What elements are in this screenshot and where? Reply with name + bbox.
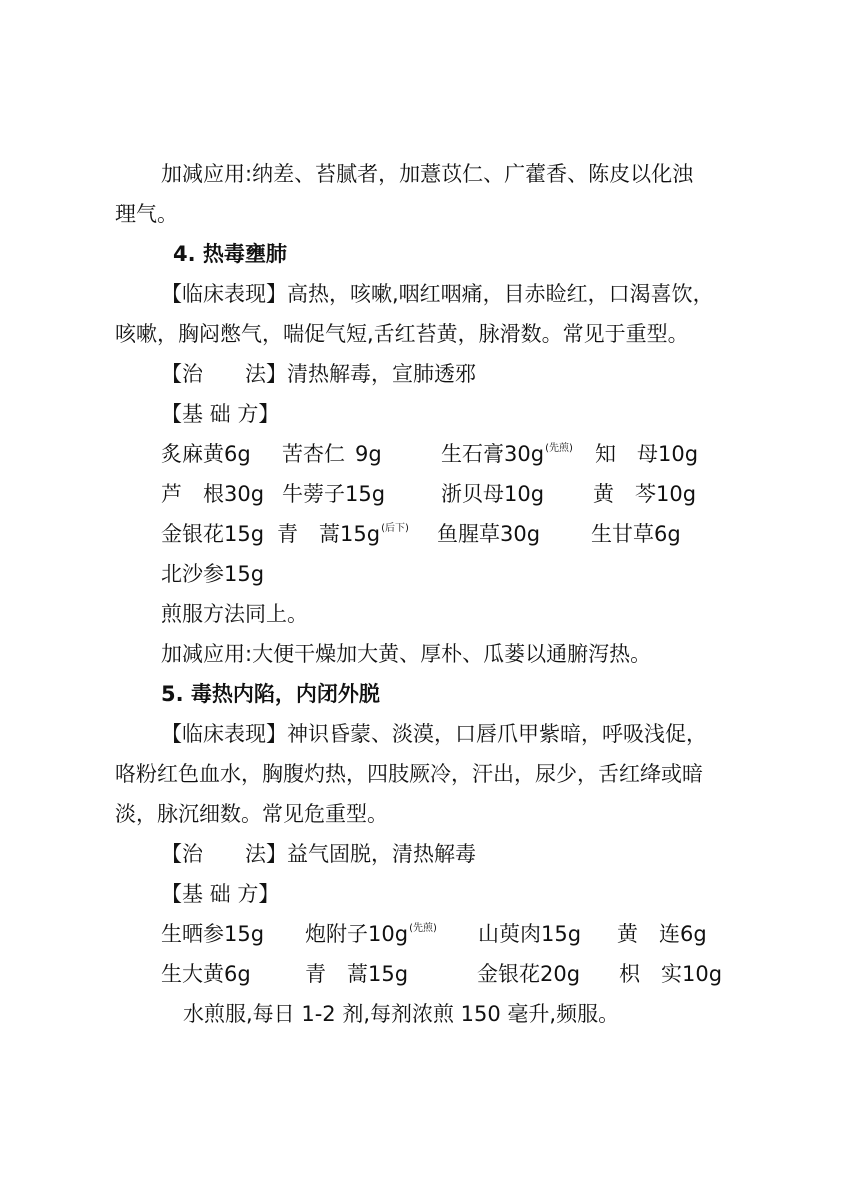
herb-name: 生甘草	[591, 522, 654, 546]
herb-dose: 10g	[504, 482, 545, 506]
section-heading: 5. 毒热内陷，内闭外脱	[161, 682, 380, 706]
herb-note: (先煎)	[545, 443, 573, 454]
clinical-line: 【临床表现】神识昏蒙、淡漠，口唇爪甲紫暗，呼吸浅促，	[161, 722, 707, 746]
herb-dose: 9g	[355, 442, 382, 466]
treatment-method: 【治 法】益气固脱，清热解毒	[161, 842, 476, 866]
herb-name: 山萸肉	[478, 922, 541, 946]
herb-name: 芦 根	[161, 482, 224, 506]
herb-name: 金银花	[477, 962, 540, 986]
herb-dose: 15g	[224, 922, 265, 946]
herb-item	[591, 520, 681, 548]
herb-dose: 6g	[654, 522, 681, 546]
herb-item	[161, 960, 251, 988]
herb-dose: 15g	[224, 522, 265, 546]
herb-item	[477, 960, 580, 988]
clinical-line: 咯粉红色血水，胸腹灼热，四肢厥冷，汗出，尿少，舌红绛或暗	[115, 762, 703, 786]
clinical-line: 【临床表现】高热，咳嗽,咽红咽痛，目赤睑红，口渴喜饮，	[161, 282, 714, 306]
herb-dose: 30g	[504, 442, 545, 466]
herb-name: 炮附子	[305, 922, 368, 946]
herb-note: (先煎)	[409, 923, 437, 934]
herb-dose: 15g	[340, 522, 381, 546]
herb-dose: 10g	[656, 482, 697, 506]
addsub-line: 加减应用:纳差、苔腻者，加薏苡仁、广藿香、陈皮以化浊	[161, 162, 694, 186]
herb-dose: 15g	[224, 562, 265, 586]
herb-item	[619, 960, 722, 988]
herb-name: 生石膏	[441, 442, 504, 466]
herb-item	[161, 920, 264, 948]
herb-name: 枳 实	[619, 962, 682, 986]
herb-name: 金银花	[161, 522, 224, 546]
herb-item	[617, 920, 707, 948]
herb-name: 黄 连	[617, 922, 680, 946]
herb-item	[305, 960, 408, 988]
herb-name: 牛蒡子	[282, 482, 345, 506]
herb-name: 青 蒿	[277, 522, 340, 546]
herb-item	[478, 920, 581, 948]
decoction-note: 水煎服,每日 1-2 剂,每剂浓煎 150 毫升,频服。	[183, 1002, 620, 1026]
clinical-line: 淡，脉沉细数。常见危重型。	[115, 802, 388, 826]
addsub-line: 理气。	[115, 202, 178, 226]
clinical-line: 咳嗽，胸闷憋气，喘促气短,舌红苔黄，脉滑数。常见于重型。	[115, 322, 689, 346]
herb-dose: 15g	[345, 482, 386, 506]
herb-name: 知 母	[595, 442, 658, 466]
herb-item	[161, 480, 264, 508]
herb-dose: 15g	[368, 962, 409, 986]
herb-dose: 15g	[541, 922, 582, 946]
herb-name: 黄 芩	[593, 482, 656, 506]
herb-item	[437, 520, 540, 548]
herb-name: 浙贝母	[441, 482, 504, 506]
herb-item	[282, 440, 382, 468]
herb-dose: 30g	[224, 482, 265, 506]
decoction-note: 煎服方法同上。	[161, 602, 308, 626]
herb-name: 北沙参	[161, 562, 224, 586]
herb-dose: 6g	[680, 922, 707, 946]
base-formula-label: 【基 础 方】	[161, 402, 280, 426]
herb-dose: 6g	[224, 442, 251, 466]
herb-name: 炙麻黄	[161, 442, 224, 466]
herb-dose: 10g	[658, 442, 699, 466]
herb-dose: 20g	[540, 962, 581, 986]
herb-dose: 6g	[224, 962, 251, 986]
base-formula-label: 【基 础 方】	[161, 882, 280, 906]
herb-name: 苦杏仁	[282, 442, 345, 466]
herb-item	[277, 520, 409, 553]
addsub-line: 加减应用:大便干燥加大黄、厚朴、瓜蒌以通腑泻热。	[161, 642, 652, 666]
herb-dose: 30g	[500, 522, 541, 546]
herb-dose: 10g	[368, 922, 409, 946]
herb-note: (后下)	[381, 523, 409, 534]
herb-item	[161, 440, 251, 468]
section-heading: 4. 热毒壅肺	[173, 242, 287, 266]
treatment-method: 【治 法】清热解毒，宣肺透邪	[161, 362, 476, 386]
herb-name: 生大黄	[161, 962, 224, 986]
herb-item	[593, 480, 696, 508]
herb-item	[161, 560, 264, 588]
herb-name: 鱼腥草	[437, 522, 500, 546]
herb-item	[282, 480, 385, 508]
herb-item	[441, 480, 544, 508]
herb-item	[305, 920, 437, 953]
herb-dose: 10g	[682, 962, 723, 986]
herb-item	[441, 440, 573, 473]
herb-item	[161, 520, 264, 548]
herb-name: 青 蒿	[305, 962, 368, 986]
herb-name: 生晒参	[161, 922, 224, 946]
herb-item	[595, 440, 698, 468]
